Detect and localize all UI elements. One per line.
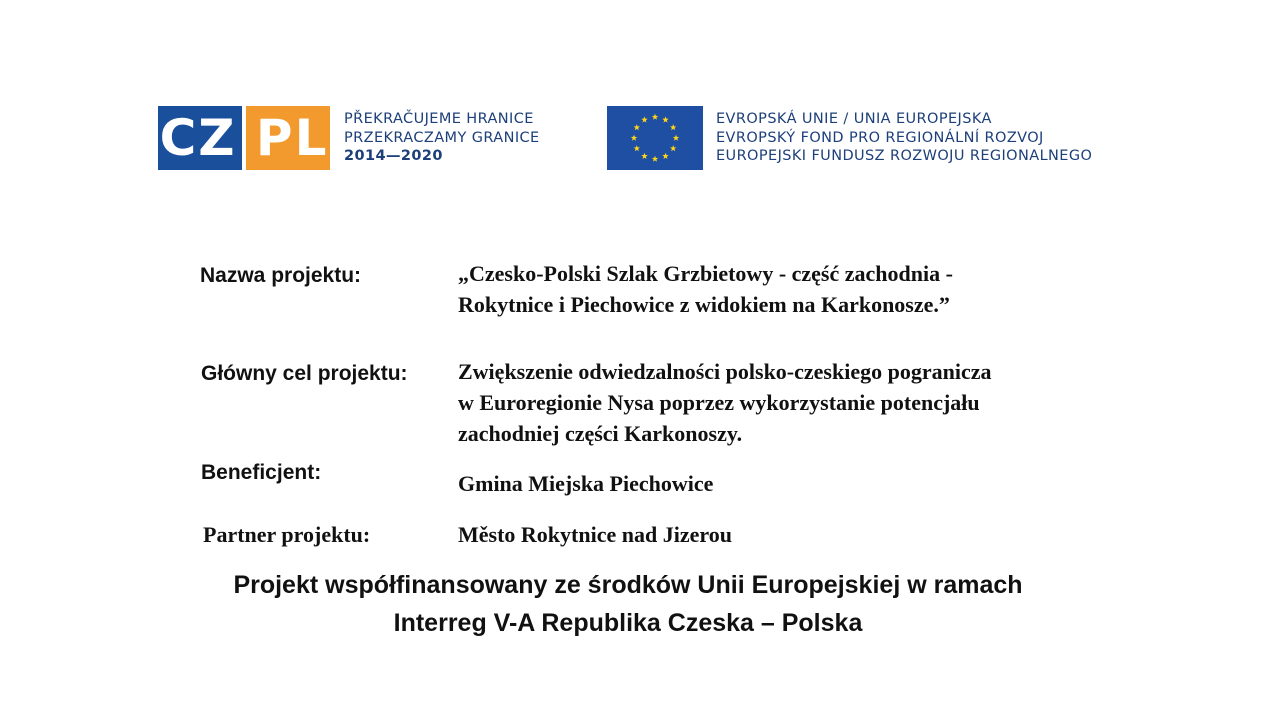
- eu-star: [652, 156, 658, 162]
- eu-caption-line: EVROPSKÝ FOND PRO REGIONÁLNÍ ROZVOJ: [716, 129, 1044, 146]
- main-goal-label: Główny cel projektu:: [201, 362, 408, 385]
- main-goal-line: w Euroregionie Nysa poprzez wykorzystanie potencjału: [458, 390, 980, 415]
- eu-star: [634, 124, 640, 130]
- eu-caption-line: EUROPEJSKI FUNDUSZ ROZWOJU REGIONALNEGO: [716, 148, 1093, 164]
- eu-star: [634, 145, 640, 151]
- czpl-caption-line: PŘEKRAČUJEME HRANICE: [344, 111, 534, 127]
- beneficiary-line: Gmina Miejska Piechowice: [458, 471, 714, 496]
- project-name-value: [458, 258, 953, 320]
- beneficiary-label: Beneficjent:: [201, 461, 322, 484]
- czpl-logo-caption: [344, 110, 540, 166]
- partner-label: Partner projektu:: [203, 522, 371, 547]
- cofinancing-line: Interreg V-A Republika Czeska – Polska: [393, 609, 863, 637]
- eu-star: [641, 153, 647, 159]
- czpl-caption-years: 2014—2020: [344, 148, 443, 164]
- czpl-caption-line: PRZEKRACZAMY GRANICE: [344, 129, 540, 146]
- main-goal-line: zachodniej części Karkonoszy.: [458, 421, 743, 446]
- project-name-label: Nazwa projektu:: [200, 264, 362, 287]
- eu-caption-line: EVROPSKÁ UNIE / UNIA EUROPEJSKA: [716, 111, 992, 127]
- eu-star: [631, 135, 637, 141]
- eu-star: [673, 135, 679, 141]
- main-goal-value: [458, 356, 991, 449]
- czpl-logo: [158, 106, 330, 170]
- eu-star: [652, 114, 658, 120]
- cofinancing-note: [0, 566, 1256, 642]
- eu-logo-caption: [716, 110, 1092, 166]
- main-goal-line: Zwiększenie odwiedzalności polsko-czeskiego pogranicza: [458, 359, 992, 384]
- eu-star: [662, 153, 668, 159]
- project-name-line: Rokytnice i Piechowice z widokiem na Karkonosze.”: [458, 292, 950, 317]
- partner-line: Město Rokytnice nad Jizerou: [458, 522, 732, 547]
- eu-flag-icon: [607, 106, 703, 170]
- beneficiary-value: [458, 468, 713, 499]
- eu-star: [641, 116, 647, 122]
- project-name-line: „Czesko-Polski Szlak Grzbietowy - część zachodnia -: [458, 261, 953, 286]
- cofinancing-line: Projekt współfinansowany ze środków Unii Europejskiej w ramach: [233, 571, 1023, 599]
- partner-value: [458, 519, 732, 550]
- eu-star: [670, 124, 676, 130]
- eu-star: [670, 145, 676, 151]
- eu-star: [662, 116, 668, 122]
- czpl-logo-mark: CZ PL: [159, 109, 329, 167]
